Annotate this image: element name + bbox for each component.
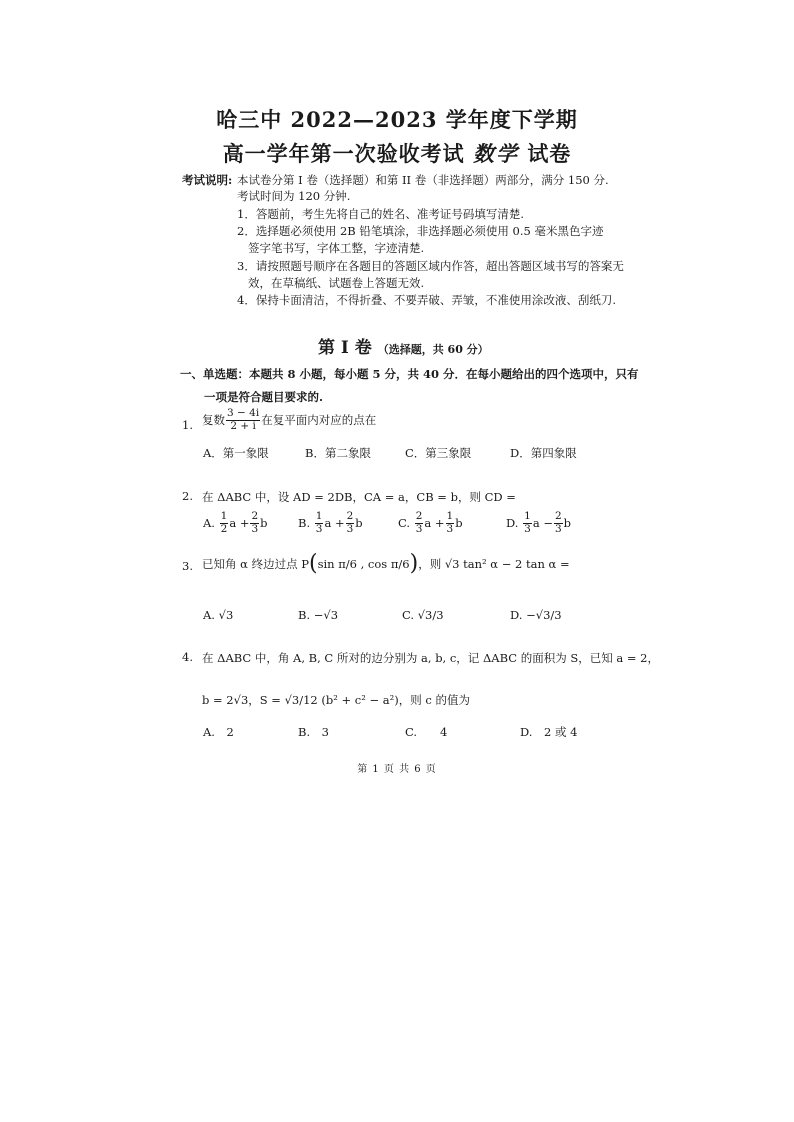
q2-fraction [220,511,229,535]
q1-option-d: D．第四象限 [510,446,577,460]
exam-title-suffix: 试卷 [527,141,572,166]
q2-frac-den: 3 [415,522,423,535]
question-1-stem [202,408,376,432]
q2-frac-num: 2 [346,510,354,522]
instructions-item: 签字笔书写，字体工整，字迹清楚. [248,241,425,255]
instructions-item: 3．请按照题号顺序在各题目的答题区域内作答，超出答题区域书写的答案无 [237,259,624,273]
q2-option-letter: C. [398,516,411,531]
q1-option-b: B．第二象限 [305,446,371,460]
q1-suffix: 在复平面内对应的点在 [261,413,377,428]
q4-option-b: B. 3 [298,725,329,739]
instructions-label: 考试说明: [182,173,233,187]
q3-option-a: A. √3 [203,608,234,622]
question-number: 1. [182,418,193,432]
instructions-item: 4．保持卡面清洁，不得折叠、不要弄破、弄皱，不准使用涂改液、刮纸刀. [237,293,616,307]
q2-frac-num: 2 [415,510,423,522]
instructions-item: 2．选择题必须使用 2B 铅笔填涂，非选择题必须使用 0.5 毫米黑色字迹 [237,224,604,238]
question-4-line1: 在 ΔABC 中，角 A, B, C 所对的边分别为 a, b, c，记 ΔABC 的面积为 S，已知 a = 2， [202,651,659,665]
q2-frac-den: 3 [251,522,259,535]
q2-option-a [203,511,268,535]
q1-fraction-numerator: 3 − 4i [227,407,260,419]
q2-frac-den: 3 [524,522,531,535]
q4-option-a: A. 2 [203,725,234,739]
q2-term: b [260,516,268,531]
q4-option-c: C. 4 [405,725,448,739]
q2-frac-num: 1 [446,510,454,522]
instructions-item: 1．答题前，考生先将自己的姓名、准考证号码填写清楚. [237,207,524,221]
q2-term: b [455,516,463,531]
q2-option-letter: D. [506,516,519,531]
q2-term: a + [324,516,345,531]
question-3-stem [202,551,570,576]
section-title-text: 第 I 卷 [318,338,372,358]
exam-title-line1: 哈三中 2022—2023 学年度下学期 [216,107,578,132]
q3-point: sin π/6 , cos π/6 [317,556,410,571]
q2-option-d [506,511,571,535]
part-heading-line2: 一项是符合题目要求的. [204,390,324,404]
page-footer: 第 1 页 共 6 页 [357,764,437,775]
q2-frac-den: 3 [315,522,323,535]
q2-fraction [554,511,563,535]
section-title [318,333,489,358]
q2-frac-den: 3 [554,522,562,535]
question-number: 2. [182,489,193,503]
q2-term: b [563,516,572,531]
q2-option-letter: B. [298,516,311,531]
q2-frac-den: 2 [220,522,228,535]
q2-term: b [355,516,363,531]
q2-fraction [315,511,324,535]
q1-prefix: 复数 [202,413,225,428]
q4-option-d: D. 2 或 4 [520,725,578,739]
q1-fraction-denominator: 2 + i [230,419,256,432]
question-number: 3. [182,559,193,573]
q1-option-a: A．第一象限 [203,446,269,460]
q2-fraction [415,511,424,535]
instructions-line1: 本试卷分第 I 卷（选择题）和第 II 卷（非选择题）两部分，满分 150 分. [237,173,609,187]
exam-title-line2 [0,138,794,168]
q2-fraction [446,511,455,535]
q2-term: a − [532,516,553,531]
q2-option-letter: A. [203,516,215,531]
q3-option-b: B. −√3 [298,608,339,622]
q3-suffix: ，则 √3 tan² α − 2 tan α = [418,556,570,571]
q2-fraction [346,511,355,535]
q2-frac-den: 3 [346,522,354,535]
q2-fraction [523,511,532,535]
q2-frac-den: 3 [446,522,454,535]
q2-fraction [250,511,259,535]
q3-option-c: C. √3/3 [402,608,444,622]
exam-subject: 数学 [473,141,519,166]
section-note: （选择题，共 60 分） [377,343,489,356]
q3-prefix: 已知角 α 终边过点 P [202,556,309,571]
exam-title-prefix: 高一学年第一次验收考试 [222,141,465,166]
q2-term: a + [424,516,445,531]
q2-option-c [398,511,463,535]
part-heading-line1: 一、单选题：本题共 8 小题，每小题 5 分，共 40 分．在每小题给出的四个选项中，只有 [180,367,639,381]
question-4-line2: b = 2√3，S = √3/12 (b² + c² − a²)，则 c 的值为 [202,693,471,707]
q2-option-b [298,511,363,535]
q2-term: a + [229,516,250,531]
q2-frac-num: 1 [220,510,228,522]
q2-frac-num: 2 [554,510,562,522]
question-number: 4. [182,650,193,664]
instructions-item: 效，在草稿纸、试题卷上答题无效. [248,276,425,290]
instructions-line2: 考试时间为 120 分钟. [237,189,351,203]
question-2-stem: 在 ΔABC 中，设 AD = 2DB，CA = a，CB = b，则 CD = [202,490,516,504]
q2-frac-num: 1 [315,510,323,522]
q1-fraction [226,408,260,432]
q2-frac-num: 2 [251,510,259,522]
q2-frac-num: 1 [524,510,531,522]
q3-paren-open: ( [308,551,318,576]
q3-paren-close: ) [409,551,419,576]
q1-option-c: C．第三象限 [405,446,472,460]
q3-option-d: D. −√3/3 [510,608,562,622]
